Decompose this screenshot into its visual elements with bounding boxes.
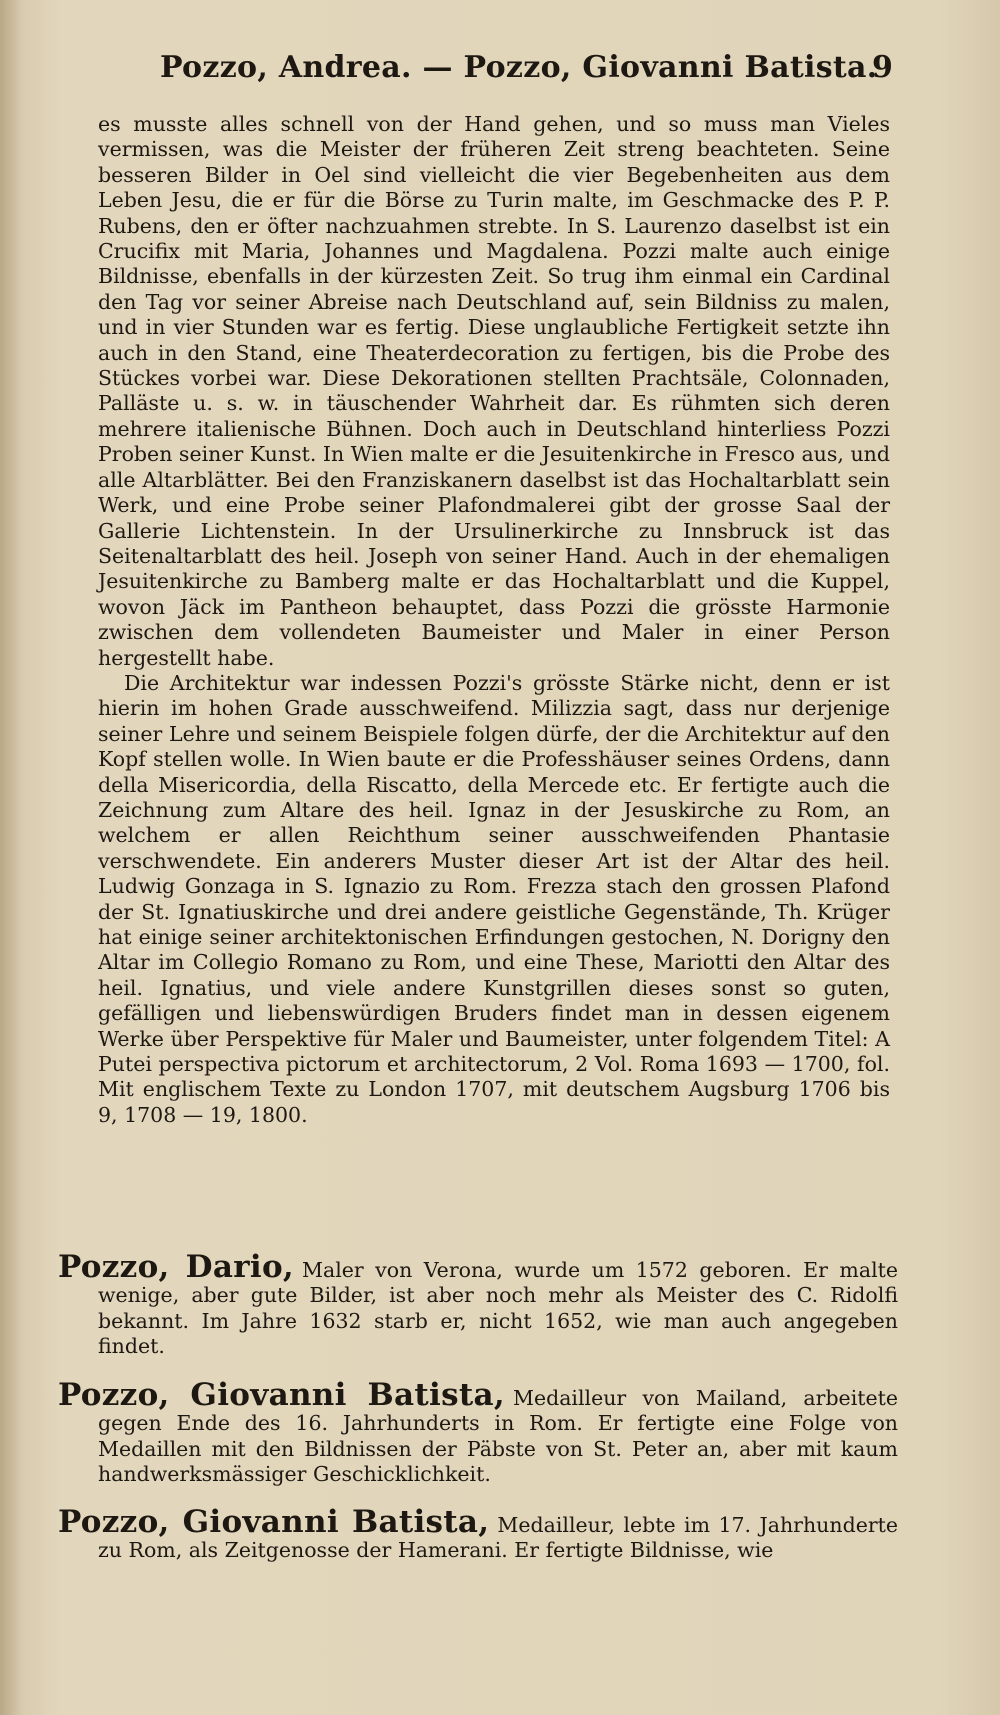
- entry-pozzo-dario: [58, 1249, 898, 1360]
- page-number: 9: [872, 50, 893, 85]
- entry-name: Pozzo, Giovanni Batista,: [58, 1377, 505, 1413]
- entry-text: Maler von Verona, wurde um 1572 geboren. Er malte wenige, aber gute Bilder, ist aber noch mehr als Meister des C. Ridolfi bekannt. Im Jahre 1632 starb er, nicht 1652, wie man auch angegeben findet.: [98, 1258, 898, 1359]
- running-header: Pozzo, Andrea. — Pozzo, Giovanni Batista.: [160, 50, 878, 85]
- entry-pozzo-giovanni-batista-2: [58, 1504, 898, 1564]
- entry-name: Pozzo, Giovanni Batista,: [58, 1504, 490, 1540]
- entry-pozzo-giovanni-batista-1: [58, 1377, 898, 1488]
- entry-text: Medailleur von Mailand, arbeitete gegen Ende des 16. Jahrhunderts in Rom. Er fertigte eine Folge von Medaillen mit den Bildnissen der Päbste von St. Peter an, aber mit kaum handwerksmässiger Geschicklichkeit.: [98, 1386, 898, 1487]
- continued-entry-text: [98, 112, 890, 1128]
- entry-text: Medailleur, lebte im 17. Jahrhunderte zu Rom, als Zeitgenosse der Hamerani. Er fertigte Bildnisse, wie: [98, 1513, 898, 1563]
- entry-name: Pozzo, Dario,: [58, 1249, 295, 1285]
- paragraph-architecture: Die Architektur war indessen Pozzi's grösste Stärke nicht, denn er ist hierin im hohen Grade ausschweifend. Milizzia sagt, dass nur derjenige seiner Lehre und seinem Beispiele folgen dürfe, der die Architektur auf den Kopf stellen wolle. In Wien baute er die Professhäuser seines Ordens, dann della Misericordia, della Riscatto, della Mercede etc. Er fertigte auch die Zeichnung zum Altare des heil. Ignaz in der Jesuskirche zu Rom, an welchem er allen Reichthum seiner ausschweifenden Phantasie verschwendete. Ein anderers Muster dieser Art ist der Altar des heil. Ludwig Gonzaga in S. Ignazio zu Rom. Frezza stach den grossen Plafond der St. Ignatiuskirche und drei andere geistliche Gegenstände, Th. Krüger hat einige seiner architektonischen Erfindungen gestochen, N. Dorigny den Altar im Collegio Romano zu Rom, und eine These, Mariotti den Altar des heil. Ignatius, und viele andere Kunstgrillen dieses sonst so guten, gefälligen und liebenswürdigen Bruders findet man in dessen eigenem Werke über Perspektive für Maler und Baumeister, unter folgendem Titel: A Putei perspectiva pictorum et architectorum, 2 Vol. Roma 1693 — 1700, fol. Mit englischem Texte zu London 1707, mit deutschem Augsburg 1706 bis 9, 1708 — 19, 1800.: [98, 670, 890, 1127]
- paragraph-continuation: es musste alles schnell von der Hand gehen, und so muss man Vieles vermissen, was die Meister der früheren Zeit streng beachteten. Seine besseren Bilder in Oel sind vielleicht die vier Begebenheiten aus dem Leben Jesu, die er für die Börse zu Turin malte, im Geschmacke des P. P. Rubens, den er öfter nachzuahmen strebte. In S. Laurenzo daselbst ist ein Crucifix mit Maria, Johannes und Magdalena. Pozzi malte auch einige Bildnisse, ebenfalls in der kürzesten Zeit. So trug ihm einmal ein Cardinal den Tag vor seiner Abreise nach Deutschland auf, sein Bildniss zu malen, und in vier Stunden war es fertig. Diese unglaubliche Fertigkeit setzte ihn auch in den Stand, eine Theaterdecoration zu fertigen, bis die Probe des Stückes vorbei war. Diese Dekorationen stellten Prachtsäle, Colonnaden, Palläste u. s. w. in täuschender Wahrheit dar. Es rühmten sich deren mehrere italienische Bühnen. Doch auch in Deutschland hinterliess Pozzi Proben seiner Kunst. In Wien malte er die Jesuitenkirche in Fresco aus, und alle Altarblätter. Bei den Franziskanern daselbst ist das Hochaltarblatt sein Werk, und eine Probe seiner Plafondmalerei gibt der grosse Saal der Gallerie Lichtenstein. In der Ursulinerkirche zu Innsbruck ist das Seitenaltarblatt des heil. Joseph von seiner Hand. Auch in der ehemaligen Jesuitenkirche zu Bamberg malte er das Hochaltarblatt und die Kuppel, wovon Jäck im Pantheon behauptet, dass Pozzi die grösste Harmonie zwischen dem vollendeten Baumeister und Maler in einer Person hergestellt habe.: [98, 112, 890, 670]
